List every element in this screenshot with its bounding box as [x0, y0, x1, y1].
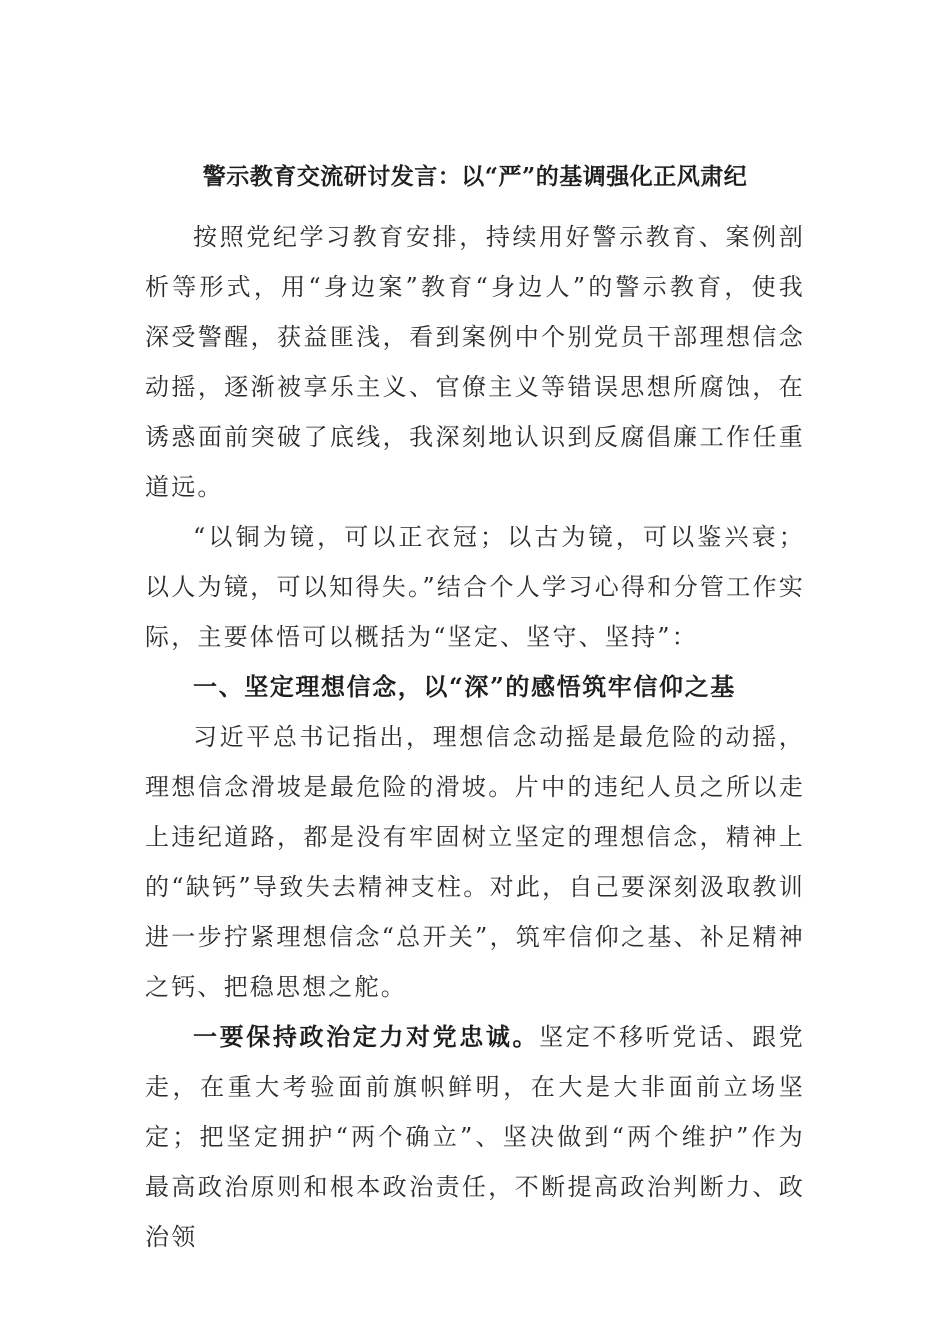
section-1-paragraph: 习近平总书记指出，理想信念动摇是最危险的动摇，理想信念滑坡是最危险的滑坡。片中的违纪人员之所以走上违纪道路，都是没有牢固树立坚定的理想信念，精神上的“缺钙”导致失去精神支柱。对此，自己要深刻汲取教训进一步拧紧理想信念“总开关”，筑牢信仰之基、补足精神之钙、把稳思想之舵。 — [145, 723, 805, 1001]
intro-paragraph-2: “以铜为镜，可以正衣冠；以古为镜，可以鉴兴衰；以人为镜，可以知得失。”结合个人学习心得和分管工作实际，主要体悟可以概括为“坚定、坚守、坚持”： — [145, 523, 805, 651]
point-1-lead: 一要保持政治定力对党忠诚。 — [193, 1022, 540, 1051]
document-title: 警示教育交流研讨发言：以“严”的基调强化正风肃纪 — [202, 163, 748, 190]
point-1-text: 坚定不移听党话、跟党走，在重大考验面前旗帜鲜明，在大是大非面前立场坚定；把坚定拥护“两个确立”、坚决做到“两个维护”作为最高政治原则和根本政治责任，不断提高政治判断力、政治领 — [145, 1023, 805, 1251]
section-1-point-1 — [145, 1012, 805, 1262]
document-body — [145, 212, 805, 1262]
section-1-heading: 一、坚定理想信念，以“深”的感悟筑牢信仰之基 — [193, 672, 736, 701]
intro-paragraph-1: 按照党纪学习教育安排，持续用好警示教育、案例剖析等形式，用“身边案”教育“身边人”的警示教育，使我深受警醒，获益匪浅，看到案例中个别党员干部理想信念动摇，逐渐被享乐主义、官僚主义等错误思想所腐蚀，在诱惑面前突破了底线，我深刻地认识到反腐倡廉工作任重道远。 — [145, 223, 805, 501]
